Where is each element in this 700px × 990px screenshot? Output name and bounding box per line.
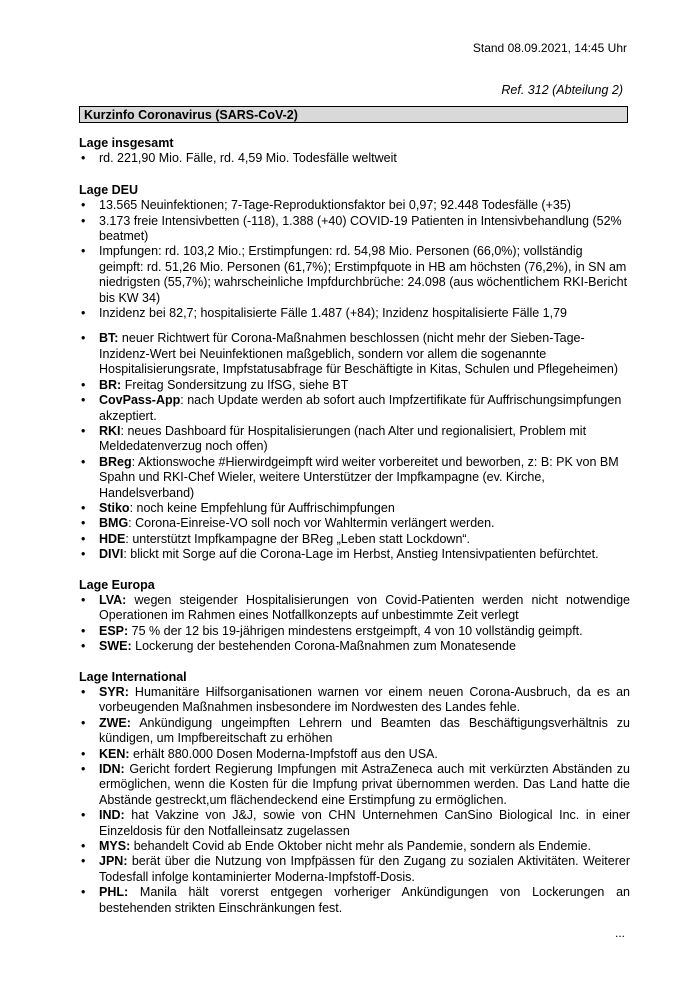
bullet-icon: • (81, 746, 86, 761)
list-item: • LVA: wegen steigender Hospitalisierungen von Covid-Patienten werden nicht notwendige Operationen im Rahmen eines Notfallkonzepts auf unbestimmte Zeit verlegt (81, 592, 630, 623)
list-item: • ZWE: Ankündigung ungeimpften Lehrern und Beamten das Beschäftigungsverhältnis zu kündigen, um Impfbereitschaft zu erhöhen (81, 715, 630, 746)
bullet-icon: • (81, 516, 86, 531)
list-item: • rd. 221,90 Mio. Fälle, rd. 4,59 Mio. Todesfälle weltweit (81, 151, 397, 166)
list-item: • JPN: berät über die Nutzung von Impfpässen für den Zugang zu sozialen Aktivitäten. Weiterer Todesfall infolge kontaminierter Moderna-Impfstoff-Dosis. (81, 854, 630, 884)
topic-banner: Kurzinfo Coronavirus (SARS-CoV-2) (79, 106, 628, 123)
bullet-icon: • (81, 715, 86, 730)
list-item: • PHL: Manila hält vorerst entgegen vorheriger Ankündigungen von Lockerungen an bestehenden strikten Einschränkungen fest. (81, 885, 630, 915)
bullet-icon: • (81, 377, 86, 392)
list-item: • CovPass-App: nach Update werden ab sofort auch Impfzertifikate für Auffrischungsimpfungen akzeptiert. (81, 393, 622, 423)
bullet-icon: • (81, 244, 86, 259)
bullet-icon: • (81, 331, 86, 346)
section-heading: Lage Europa (79, 577, 155, 592)
bullet-icon: • (81, 547, 86, 562)
bullet-icon: • (81, 151, 86, 166)
bullet-icon: • (81, 839, 86, 854)
bullet-icon: • (81, 808, 86, 823)
section-lage-europa (79, 578, 630, 655)
bullet-icon: • (81, 762, 86, 777)
section-heading: Lage DEU (79, 182, 139, 197)
section-lage-international (79, 670, 630, 917)
bullet-icon: • (81, 198, 86, 213)
list-item: • BReg: Aktionswoche #Hierwirdgeimpft wird weiter vorbereitet und beworben, z: B: PK von BM Spahn und RKI-Chef Wieler, weitere Unterstützer der Impfkampagne (ev. Kirche, Handelsverband) (81, 454, 619, 500)
list-item: • 3.173 freie Intensivbetten (-118), 1.388 (+40) COVID-19 Patienten in Intensivbehandlung (52% beatmet) (81, 213, 622, 244)
bullet-icon: • (81, 423, 86, 438)
section-lage-deu (79, 183, 630, 563)
bullet-icon: • (81, 393, 86, 408)
bullet-icon: • (81, 885, 86, 900)
list-item: • DIVI: blickt mit Sorge auf die Corona-Lage im Herbst, Anstieg Intensivpatienten befürchtet. (81, 547, 599, 562)
list-item: • SYR: Humanitäre Hilfsorganisationen warnen vor einem neuen Corona-Ausbruch, da es an vorbeugenden Maßnahmen insbesondere im Nordwesten des Landes fehle. (81, 685, 630, 715)
bullet-icon: • (81, 685, 86, 699)
list-item: • Stiko: noch keine Empfehlung für Auffrischimpfungen (81, 500, 395, 515)
bullet-icon: • (81, 639, 86, 654)
list-item: • BR: Freitag Sondersitzung zu IfSG, siehe BT (81, 377, 349, 392)
list-item: • MYS: behandelt Covid ab Ende Oktober nicht mehr als Pandemie, sondern als Endemie. (81, 839, 591, 854)
list-item: • BMG: Corona-Einreise-VO soll noch vor Wahltermin verlängert werden. (81, 516, 495, 531)
list-item: • 13.565 Neuinfektionen; 7-Tage-Reproduktionsfaktor bei 0,97; 92.448 Todesfälle (+35) (81, 198, 571, 213)
section-heading: Lage insgesamt (79, 136, 174, 150)
section-lage-insgesamt (79, 136, 630, 167)
continuation-marker: ... (614, 926, 625, 940)
reference-line: Ref. 312 (Abteilung 2) (501, 83, 623, 97)
list-item: • ESP: 75 % der 12 bis 19-jährigen mindestens erstgeimpft, 4 von 10 vollständig geimpft. (81, 623, 583, 638)
bullet-icon: • (81, 854, 86, 869)
list-item: • IND: hat Vakzine von J&J, sowie von CHN Unternehmen CanSino Biological Inc. in einer Einzeldosis für den Notfalleinsatz zugelassen (81, 808, 630, 838)
section-heading: Lage International (79, 669, 187, 684)
bullet-icon: • (81, 531, 86, 546)
list-item: • Inzidenz bei 82,7; hospitalisierte Fälle 1.487 (+84); Inzidenz hospitalisierte Fälle 1,79 (81, 306, 567, 321)
list-item: • BT: neuer Richtwert für Corona-Maßnahmen beschlossen (nicht mehr der Sieben-Tage-Inzidenz-Wert bei Neuinfektionen maßgeblich, sondern vor allem die sogenannte Hospitalisierungsrate, Impfstatusabfrage für Beschäftigte in Kitas, Schulen und Pflegeheimen) (81, 331, 619, 377)
list-item: • HDE: unterstützt Impfkampagne der BReg „Leben statt Lockdown“. (81, 531, 471, 546)
list-item: • KEN: erhält 880.000 Dosen Moderna-Impfstoff aus den USA. (81, 746, 438, 761)
bullet-icon: • (81, 213, 86, 228)
bullet-icon: • (81, 454, 86, 469)
list-item: • IDN: Gericht fordert Regierung Impfungen mit AstraZeneca auch mit verkürzten Abständen zu ermöglichen, wenn die Kosten für die Impfung privat übernommen werden. Das Land hatte die Abstände gestreckt,um flächendeckend eine Erstimpfung zu ermöglichen. (81, 762, 630, 807)
bullet-icon: • (81, 306, 86, 321)
bullet-icon: • (81, 623, 86, 638)
list-item: • SWE: Lockerung der bestehenden Corona-Maßnahmen zum Monatesende (81, 639, 516, 654)
bullet-icon: • (81, 500, 86, 515)
status-date: Stand 08.09.2021, 14:45 Uhr (472, 41, 627, 55)
list-item: • RKI: neues Dashboard für Hospitalisierungen (nach Alter und regionalisiert, Problem mit Meldedatenverzug noch offen) (81, 423, 587, 454)
document-body (79, 136, 630, 916)
list-item: • Impfungen: rd. 103,2 Mio.; Erstimpfungen: rd. 54,98 Mio. Personen (66,0%); vollständig geimpft: rd. 51,26 Mio. Personen (61,7%); Erstimpfquote in HB am höchsten (76,2%), in SN am niedrigsten (55,7%); wahrscheinliche Impfdurchbrüche: 24.098 (aus wöchentlichem RKI-Bericht bis KW 34) (81, 244, 628, 305)
bullet-icon: • (81, 592, 86, 607)
